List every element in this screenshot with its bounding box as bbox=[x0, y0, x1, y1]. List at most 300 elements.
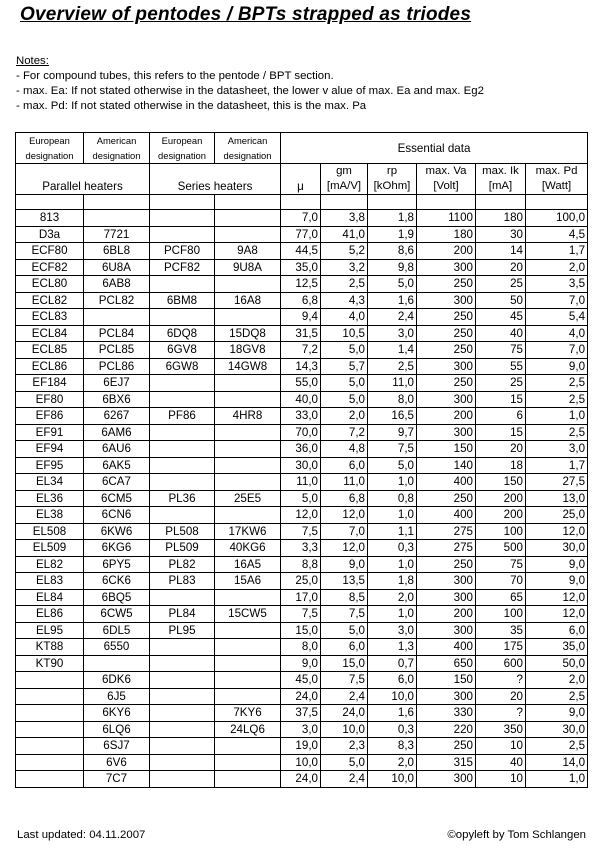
cell-gm: 3,8 bbox=[321, 210, 368, 227]
cell-max-va: 140 bbox=[417, 457, 476, 474]
cell-max-pd: 12,0 bbox=[526, 523, 588, 540]
series-heaters-header: Series heaters bbox=[150, 164, 281, 195]
table-row bbox=[16, 655, 588, 672]
cell-max-va: 300 bbox=[417, 292, 476, 309]
cell-eu-parallel: EF95 bbox=[16, 457, 84, 474]
cell-am-parallel: 6CA7 bbox=[84, 474, 150, 491]
cell-eu-series bbox=[150, 507, 215, 524]
cell-max-pd: 3,0 bbox=[526, 441, 588, 458]
cell-eu-series bbox=[150, 688, 215, 705]
cell-rp: 1,0 bbox=[368, 556, 417, 573]
table-row bbox=[16, 721, 588, 738]
cell-max-ik: 70 bbox=[476, 573, 526, 590]
cell-rp: 1,6 bbox=[368, 705, 417, 722]
cell-eu-series bbox=[150, 672, 215, 689]
cell-max-va: 150 bbox=[417, 672, 476, 689]
cell-gm: 6,0 bbox=[321, 639, 368, 656]
cell-am-series: 9A8 bbox=[215, 243, 281, 260]
cell-eu-parallel: EF184 bbox=[16, 375, 84, 392]
table-row bbox=[16, 523, 588, 540]
cell-am-parallel bbox=[84, 309, 150, 326]
cell-gm: 15,0 bbox=[321, 655, 368, 672]
cell-max-pd: 7,0 bbox=[526, 342, 588, 359]
cell-max-ik: 50 bbox=[476, 292, 526, 309]
cell-gm: 3,2 bbox=[321, 259, 368, 276]
cell-max-va: 300 bbox=[417, 622, 476, 639]
cell-eu-series: PL84 bbox=[150, 606, 215, 623]
cell-max-pd: 100,0 bbox=[526, 210, 588, 227]
cell-eu-series: 6BM8 bbox=[150, 292, 215, 309]
cell-gm: 9,0 bbox=[321, 556, 368, 573]
cell-gm: 2,0 bbox=[321, 408, 368, 425]
cell-rp: 8,6 bbox=[368, 243, 417, 260]
cell-rp: 0,7 bbox=[368, 655, 417, 672]
cell-am-parallel: 6AM6 bbox=[84, 424, 150, 441]
table-row bbox=[16, 457, 588, 474]
table-row bbox=[16, 573, 588, 590]
col-am-designation: American designation bbox=[84, 133, 150, 164]
cell-am-series bbox=[215, 754, 281, 771]
cell-gm: 5,2 bbox=[321, 243, 368, 260]
cell-max-pd: 30,0 bbox=[526, 540, 588, 557]
col-eu-designation: European designation bbox=[16, 133, 84, 164]
cell-max-ik: 55 bbox=[476, 358, 526, 375]
cell-max-va: 250 bbox=[417, 276, 476, 293]
cell-max-pd: 2,0 bbox=[526, 672, 588, 689]
cell-mu: 37,5 bbox=[281, 705, 321, 722]
cell-gm: 5,0 bbox=[321, 391, 368, 408]
cell-am-series: 16A5 bbox=[215, 556, 281, 573]
cell-max-pd: 1,0 bbox=[526, 408, 588, 425]
cell-am-parallel: 6SJ7 bbox=[84, 738, 150, 755]
cell-max-ik: 15 bbox=[476, 424, 526, 441]
cell-gm: 5,0 bbox=[321, 375, 368, 392]
cell-max-ik: 100 bbox=[476, 606, 526, 623]
cell-rp: 6,0 bbox=[368, 672, 417, 689]
last-updated: Last updated: 04.11.2007 bbox=[17, 829, 146, 841]
cell-gm: 6,8 bbox=[321, 490, 368, 507]
table-row bbox=[16, 754, 588, 771]
table-row bbox=[16, 342, 588, 359]
tube-table bbox=[15, 132, 588, 788]
cell-max-pd: 9,0 bbox=[526, 573, 588, 590]
cell-mu: 12,5 bbox=[281, 276, 321, 293]
cell-eu-series bbox=[150, 474, 215, 491]
cell-mu: 44,5 bbox=[281, 243, 321, 260]
cell-eu-parallel: 813 bbox=[16, 210, 84, 227]
cell-max-va: 200 bbox=[417, 243, 476, 260]
cell-eu-parallel bbox=[16, 754, 84, 771]
cell-rp: 9,7 bbox=[368, 424, 417, 441]
cell-mu: 55,0 bbox=[281, 375, 321, 392]
cell-max-pd: 9,0 bbox=[526, 358, 588, 375]
cell-am-series: 17KW6 bbox=[215, 523, 281, 540]
cell-eu-series bbox=[150, 589, 215, 606]
cell-max-pd: 2,5 bbox=[526, 391, 588, 408]
cell-eu-series bbox=[150, 210, 215, 227]
cell-am-parallel: 6KW6 bbox=[84, 523, 150, 540]
cell-am-series: 25E5 bbox=[215, 490, 281, 507]
cell-am-series bbox=[215, 589, 281, 606]
cell-gm: 41,0 bbox=[321, 226, 368, 243]
table-row bbox=[16, 622, 588, 639]
cell-max-va: 1100 bbox=[417, 210, 476, 227]
cell-max-ik: ? bbox=[476, 672, 526, 689]
cell-rp: 2,0 bbox=[368, 754, 417, 771]
cell-eu-parallel: EF94 bbox=[16, 441, 84, 458]
cell-am-parallel: 6AK5 bbox=[84, 457, 150, 474]
table-row bbox=[16, 771, 588, 788]
cell-eu-parallel: EL82 bbox=[16, 556, 84, 573]
cell-am-parallel: 6BQ5 bbox=[84, 589, 150, 606]
cell-mu: 24,0 bbox=[281, 771, 321, 788]
cell-eu-parallel bbox=[16, 672, 84, 689]
cell-max-pd: 2,5 bbox=[526, 424, 588, 441]
cell-gm: 2,4 bbox=[321, 771, 368, 788]
cell-rp: 2,5 bbox=[368, 358, 417, 375]
cell-eu-series: PL83 bbox=[150, 573, 215, 590]
cell-mu: 3,3 bbox=[281, 540, 321, 557]
cell-mu: 77,0 bbox=[281, 226, 321, 243]
cell-max-pd: 2,0 bbox=[526, 259, 588, 276]
cell-max-va: 200 bbox=[417, 408, 476, 425]
cell-rp: 0,8 bbox=[368, 490, 417, 507]
cell-am-series bbox=[215, 474, 281, 491]
note-line: - max. Ea: If not stated otherwise in the datasheet, the lower v alue of max. Ea and max. Eg2 bbox=[16, 85, 484, 97]
cell-am-series bbox=[215, 457, 281, 474]
spacer-row bbox=[16, 195, 588, 210]
cell-rp: 5,0 bbox=[368, 457, 417, 474]
cell-max-va: 250 bbox=[417, 738, 476, 755]
cell-rp: 5,0 bbox=[368, 276, 417, 293]
cell-max-pd: 9,0 bbox=[526, 705, 588, 722]
cell-am-series bbox=[215, 276, 281, 293]
cell-gm: 24,0 bbox=[321, 705, 368, 722]
cell-eu-parallel: EL508 bbox=[16, 523, 84, 540]
cell-max-pd: 4,5 bbox=[526, 226, 588, 243]
cell-max-pd: 9,0 bbox=[526, 556, 588, 573]
col-eu-designation-series: European designation bbox=[150, 133, 215, 164]
cell-max-va: 250 bbox=[417, 490, 476, 507]
cell-max-pd: 12,0 bbox=[526, 606, 588, 623]
col-rp: rp [kOhm] bbox=[368, 164, 417, 195]
cell-am-parallel: 7721 bbox=[84, 226, 150, 243]
cell-am-series: 18GV8 bbox=[215, 342, 281, 359]
cell-max-pd: 5,4 bbox=[526, 309, 588, 326]
cell-am-series: 15A6 bbox=[215, 573, 281, 590]
cell-am-series bbox=[215, 375, 281, 392]
cell-max-ik: 175 bbox=[476, 639, 526, 656]
cell-max-ik: 15 bbox=[476, 391, 526, 408]
cell-am-parallel: 6DL5 bbox=[84, 622, 150, 639]
cell-am-parallel: 7C7 bbox=[84, 771, 150, 788]
cell-eu-parallel: ECL82 bbox=[16, 292, 84, 309]
col-pd: max. Pd [Watt] bbox=[526, 164, 588, 195]
cell-mu: 6,8 bbox=[281, 292, 321, 309]
cell-rp: 16,5 bbox=[368, 408, 417, 425]
cell-rp: 1,0 bbox=[368, 507, 417, 524]
cell-am-series: 4HR8 bbox=[215, 408, 281, 425]
table-row bbox=[16, 672, 588, 689]
table-row bbox=[16, 490, 588, 507]
cell-mu: 31,5 bbox=[281, 325, 321, 342]
cell-am-series bbox=[215, 639, 281, 656]
table-row bbox=[16, 589, 588, 606]
cell-am-series: 7KY6 bbox=[215, 705, 281, 722]
cell-gm: 10,5 bbox=[321, 325, 368, 342]
cell-max-pd: 35,0 bbox=[526, 639, 588, 656]
cell-eu-series bbox=[150, 705, 215, 722]
table-row bbox=[16, 309, 588, 326]
cell-max-ik: 25 bbox=[476, 276, 526, 293]
cell-max-va: 300 bbox=[417, 688, 476, 705]
cell-gm: 11,0 bbox=[321, 474, 368, 491]
cell-rp: 1,0 bbox=[368, 606, 417, 623]
table-row bbox=[16, 705, 588, 722]
cell-am-parallel: 6CN6 bbox=[84, 507, 150, 524]
cell-max-ik: ? bbox=[476, 705, 526, 722]
cell-eu-parallel: ECL84 bbox=[16, 325, 84, 342]
cell-eu-series bbox=[150, 754, 215, 771]
essential-data-header: Essential data bbox=[281, 133, 588, 164]
cell-eu-series: PL36 bbox=[150, 490, 215, 507]
cell-max-ik: 65 bbox=[476, 589, 526, 606]
cell-eu-series: PL509 bbox=[150, 540, 215, 557]
cell-eu-series bbox=[150, 721, 215, 738]
table-row bbox=[16, 540, 588, 557]
cell-max-ik: 35 bbox=[476, 622, 526, 639]
cell-gm: 7,0 bbox=[321, 523, 368, 540]
cell-max-va: 315 bbox=[417, 754, 476, 771]
cell-max-va: 150 bbox=[417, 441, 476, 458]
cell-mu: 7,0 bbox=[281, 210, 321, 227]
cell-gm: 12,0 bbox=[321, 540, 368, 557]
table-row bbox=[16, 325, 588, 342]
cell-am-series bbox=[215, 210, 281, 227]
cell-max-va: 275 bbox=[417, 523, 476, 540]
cell-max-ik: 40 bbox=[476, 754, 526, 771]
cell-mu: 3,0 bbox=[281, 721, 321, 738]
table-row bbox=[16, 507, 588, 524]
cell-max-pd: 7,0 bbox=[526, 292, 588, 309]
cell-max-va: 200 bbox=[417, 606, 476, 623]
cell-am-parallel: 6AU6 bbox=[84, 441, 150, 458]
cell-eu-series bbox=[150, 457, 215, 474]
cell-max-pd: 3,5 bbox=[526, 276, 588, 293]
cell-eu-parallel: ECL83 bbox=[16, 309, 84, 326]
col-am-designation-series: American designation bbox=[215, 133, 281, 164]
table-row bbox=[16, 639, 588, 656]
cell-am-parallel: 6550 bbox=[84, 639, 150, 656]
table-row bbox=[16, 424, 588, 441]
cell-am-series bbox=[215, 309, 281, 326]
cell-rp: 3,0 bbox=[368, 325, 417, 342]
table-row bbox=[16, 441, 588, 458]
cell-rp: 1,4 bbox=[368, 342, 417, 359]
cell-am-series bbox=[215, 622, 281, 639]
cell-max-ik: 14 bbox=[476, 243, 526, 260]
cell-max-va: 250 bbox=[417, 375, 476, 392]
cell-eu-parallel: EL83 bbox=[16, 573, 84, 590]
cell-am-parallel: 6CW5 bbox=[84, 606, 150, 623]
cell-am-series: 40KG6 bbox=[215, 540, 281, 557]
table-row bbox=[16, 408, 588, 425]
cell-am-parallel: 6AB8 bbox=[84, 276, 150, 293]
cell-eu-parallel: EF91 bbox=[16, 424, 84, 441]
copyleft: ©opyleft by Tom Schlangen bbox=[447, 829, 586, 841]
cell-am-parallel: PCL85 bbox=[84, 342, 150, 359]
cell-gm: 5,0 bbox=[321, 342, 368, 359]
cell-eu-parallel: EL95 bbox=[16, 622, 84, 639]
cell-am-series: 14GW8 bbox=[215, 358, 281, 375]
cell-rp: 2,4 bbox=[368, 309, 417, 326]
cell-rp: 1,0 bbox=[368, 474, 417, 491]
cell-mu: 8,0 bbox=[281, 639, 321, 656]
cell-am-series bbox=[215, 672, 281, 689]
cell-rp: 7,5 bbox=[368, 441, 417, 458]
note-line: - For compound tubes, this refers to the pentode / BPT section. bbox=[16, 70, 334, 82]
cell-gm: 7,2 bbox=[321, 424, 368, 441]
cell-am-parallel: PCL86 bbox=[84, 358, 150, 375]
table-row bbox=[16, 391, 588, 408]
cell-rp: 1,1 bbox=[368, 523, 417, 540]
cell-mu: 7,5 bbox=[281, 606, 321, 623]
cell-gm: 7,5 bbox=[321, 672, 368, 689]
cell-eu-series: 6GV8 bbox=[150, 342, 215, 359]
cell-eu-series bbox=[150, 309, 215, 326]
cell-eu-series bbox=[150, 276, 215, 293]
cell-max-pd: 4,0 bbox=[526, 325, 588, 342]
cell-gm: 6,0 bbox=[321, 457, 368, 474]
cell-max-ik: 45 bbox=[476, 309, 526, 326]
cell-max-ik: 180 bbox=[476, 210, 526, 227]
notes-heading: Notes: bbox=[16, 55, 49, 67]
cell-max-ik: 20 bbox=[476, 441, 526, 458]
note-line: - max. Pd: If not stated otherwise in the datasheet, this is the max. Pa bbox=[16, 100, 367, 112]
cell-gm: 2,4 bbox=[321, 688, 368, 705]
cell-max-va: 300 bbox=[417, 771, 476, 788]
cell-max-va: 220 bbox=[417, 721, 476, 738]
cell-eu-series: 6DQ8 bbox=[150, 325, 215, 342]
cell-rp: 1,6 bbox=[368, 292, 417, 309]
cell-am-series: 16A8 bbox=[215, 292, 281, 309]
cell-am-series bbox=[215, 391, 281, 408]
cell-am-parallel bbox=[84, 655, 150, 672]
cell-max-ik: 40 bbox=[476, 325, 526, 342]
cell-max-pd: 25,0 bbox=[526, 507, 588, 524]
cell-am-series bbox=[215, 688, 281, 705]
cell-max-va: 300 bbox=[417, 573, 476, 590]
cell-max-ik: 75 bbox=[476, 342, 526, 359]
cell-mu: 12,0 bbox=[281, 507, 321, 524]
cell-max-pd: 13,0 bbox=[526, 490, 588, 507]
cell-max-va: 400 bbox=[417, 507, 476, 524]
cell-max-ik: 30 bbox=[476, 226, 526, 243]
cell-eu-parallel: KT88 bbox=[16, 639, 84, 656]
cell-rp: 1,8 bbox=[368, 573, 417, 590]
cell-eu-series bbox=[150, 639, 215, 656]
cell-rp: 1,3 bbox=[368, 639, 417, 656]
cell-eu-parallel: EL38 bbox=[16, 507, 84, 524]
table-row bbox=[16, 474, 588, 491]
cell-am-parallel: PCL82 bbox=[84, 292, 150, 309]
cell-am-parallel: 6U8A bbox=[84, 259, 150, 276]
cell-max-va: 330 bbox=[417, 705, 476, 722]
cell-max-va: 250 bbox=[417, 325, 476, 342]
cell-rp: 8,0 bbox=[368, 391, 417, 408]
cell-rp: 9,8 bbox=[368, 259, 417, 276]
cell-am-series: 24LQ6 bbox=[215, 721, 281, 738]
cell-rp: 0,3 bbox=[368, 540, 417, 557]
cell-eu-series bbox=[150, 441, 215, 458]
cell-gm: 5,7 bbox=[321, 358, 368, 375]
cell-am-parallel: 6LQ6 bbox=[84, 721, 150, 738]
cell-max-pd: 6,0 bbox=[526, 622, 588, 639]
cell-rp: 3,0 bbox=[368, 622, 417, 639]
cell-mu: 7,5 bbox=[281, 523, 321, 540]
cell-mu: 30,0 bbox=[281, 457, 321, 474]
cell-max-pd: 14,0 bbox=[526, 754, 588, 771]
cell-eu-parallel: ECF82 bbox=[16, 259, 84, 276]
cell-eu-parallel: EL34 bbox=[16, 474, 84, 491]
cell-am-parallel: PCL84 bbox=[84, 325, 150, 342]
cell-am-parallel: 6BX6 bbox=[84, 391, 150, 408]
cell-am-parallel: 6KY6 bbox=[84, 705, 150, 722]
cell-max-pd: 50,0 bbox=[526, 655, 588, 672]
cell-max-va: 300 bbox=[417, 259, 476, 276]
cell-max-va: 650 bbox=[417, 655, 476, 672]
cell-max-ik: 200 bbox=[476, 490, 526, 507]
cell-max-va: 300 bbox=[417, 589, 476, 606]
cell-max-pd: 27,5 bbox=[526, 474, 588, 491]
cell-am-series bbox=[215, 507, 281, 524]
cell-am-parallel: 6KG6 bbox=[84, 540, 150, 557]
table-row bbox=[16, 210, 588, 227]
table-row bbox=[16, 688, 588, 705]
cell-eu-parallel: EF86 bbox=[16, 408, 84, 425]
cell-rp: 8,3 bbox=[368, 738, 417, 755]
cell-gm: 2,5 bbox=[321, 276, 368, 293]
cell-max-va: 400 bbox=[417, 639, 476, 656]
cell-am-parallel bbox=[84, 210, 150, 227]
page-title: Overview of pentodes / BPTs strapped as triodes bbox=[20, 4, 472, 25]
cell-rp: 10,0 bbox=[368, 771, 417, 788]
cell-max-ik: 200 bbox=[476, 507, 526, 524]
cell-am-parallel: 6267 bbox=[84, 408, 150, 425]
cell-max-ik: 25 bbox=[476, 375, 526, 392]
cell-am-series: 15CW5 bbox=[215, 606, 281, 623]
cell-eu-parallel: ECL80 bbox=[16, 276, 84, 293]
cell-rp: 1,8 bbox=[368, 210, 417, 227]
cell-max-va: 250 bbox=[417, 556, 476, 573]
cell-max-ik: 18 bbox=[476, 457, 526, 474]
cell-eu-parallel: ECL86 bbox=[16, 358, 84, 375]
cell-eu-series bbox=[150, 226, 215, 243]
cell-max-pd: 1,0 bbox=[526, 771, 588, 788]
cell-max-va: 300 bbox=[417, 358, 476, 375]
cell-mu: 24,0 bbox=[281, 688, 321, 705]
cell-eu-parallel: KT90 bbox=[16, 655, 84, 672]
cell-eu-parallel: EL86 bbox=[16, 606, 84, 623]
cell-eu-series: PCF82 bbox=[150, 259, 215, 276]
cell-max-va: 275 bbox=[417, 540, 476, 557]
cell-max-ik: 6 bbox=[476, 408, 526, 425]
cell-gm: 7,5 bbox=[321, 606, 368, 623]
cell-eu-series: PCF80 bbox=[150, 243, 215, 260]
cell-max-ik: 20 bbox=[476, 259, 526, 276]
table-row bbox=[16, 259, 588, 276]
table-row bbox=[16, 556, 588, 573]
